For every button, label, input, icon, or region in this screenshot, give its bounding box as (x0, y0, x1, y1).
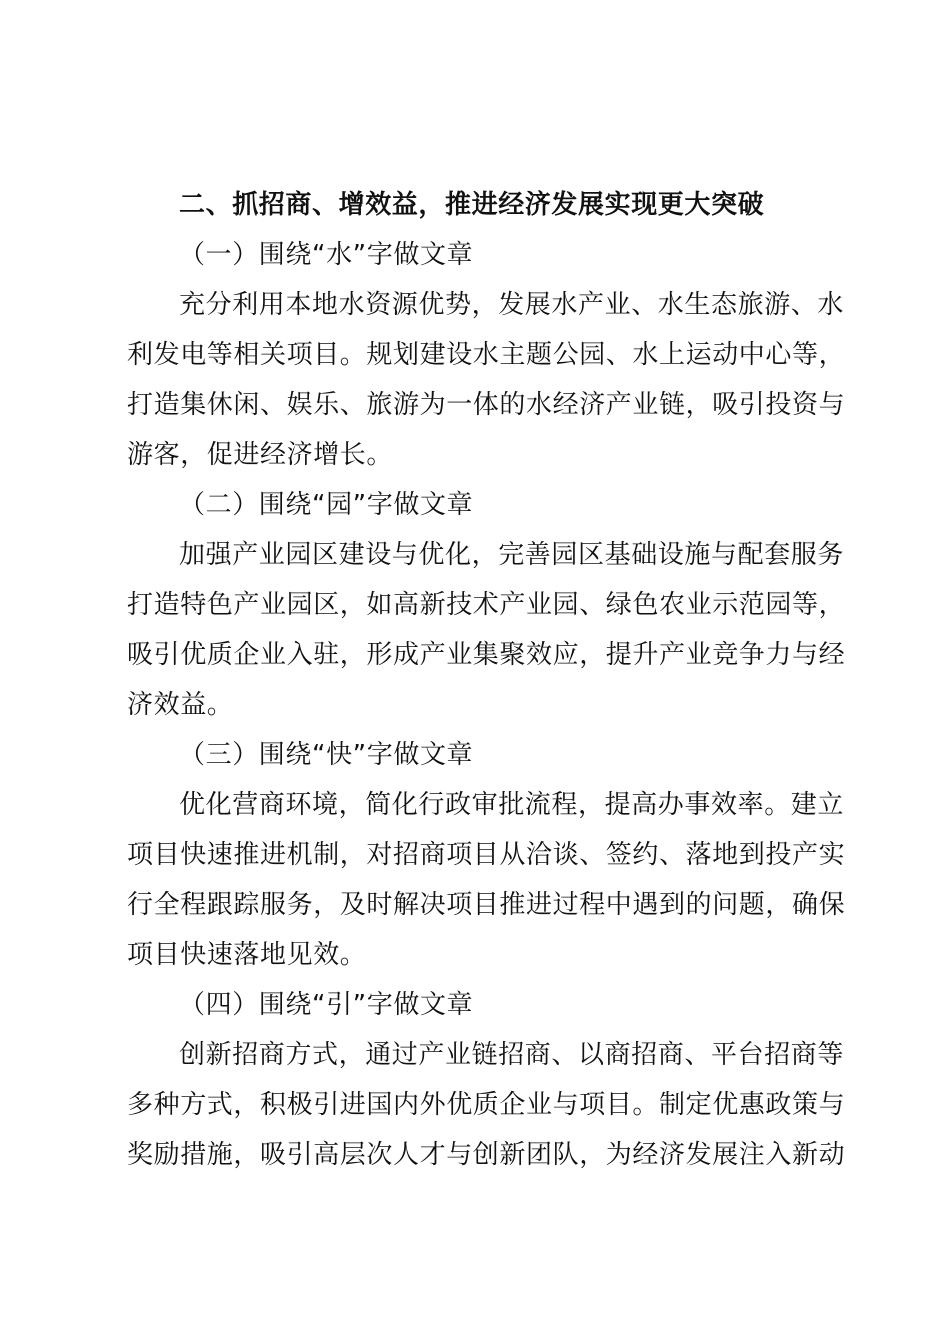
section-title: 二、抓招商、增效益，推进经济发展实现更大突破 (179, 190, 765, 220)
paragraph-line: 奖励措施，吸引高层次人才与创新团队，为经济发展注入新动 (127, 1140, 846, 1170)
subsection-heading-1: （一）围绕“水”字做文章 (179, 240, 474, 270)
paragraph-line: 项目快速推进机制，对招商项目从洽谈、签约、落地到投产实 (127, 840, 846, 870)
subsection-heading-3: （三）围绕“快”字做文章 (179, 740, 474, 770)
paragraph-line: 打造集休闲、娱乐、旅游为一体的水经济产业链，吸引投资与 (127, 390, 846, 420)
paragraph-line: 打造特色产业园区，如高新技术产业园、绿色农业示范园等， (127, 590, 846, 620)
paragraph-line: 加强产业园区建设与优化，完善园区基础设施与配套服务 (179, 540, 845, 570)
subsection-heading-2: （二）围绕“园”字做文章 (179, 490, 474, 520)
paragraph-line: 项目快速落地见效。 (127, 940, 367, 970)
paragraph-line: 利发电等相关项目。规划建设水主题公园、水上运动中心等， (127, 340, 846, 370)
paragraph-line: 充分利用本地水资源优势，发展水产业、水生态旅游、水 (179, 290, 845, 320)
paragraph-line: 游客，促进经济增长。 (127, 440, 394, 470)
paragraph-line: 行全程跟踪服务，及时解决项目推进过程中遇到的问题，确保 (127, 890, 846, 920)
paragraph-line: 济效益。 (127, 690, 234, 720)
paragraph-line: 吸引优质企业入驻，形成产业集聚效应，提升产业竞争力与经 (127, 640, 846, 670)
subsection-heading-4: （四）围绕“引”字做文章 (179, 990, 474, 1020)
paragraph-line: 多种方式，积极引进国内外优质企业与项目。制定优惠政策与 (127, 1090, 846, 1120)
paragraph-line: 创新招商方式，通过产业链招商、以商招商、平台招商等 (179, 1040, 845, 1070)
paragraph-line: 优化营商环境，简化行政审批流程，提高办事效率。建立 (179, 790, 845, 820)
